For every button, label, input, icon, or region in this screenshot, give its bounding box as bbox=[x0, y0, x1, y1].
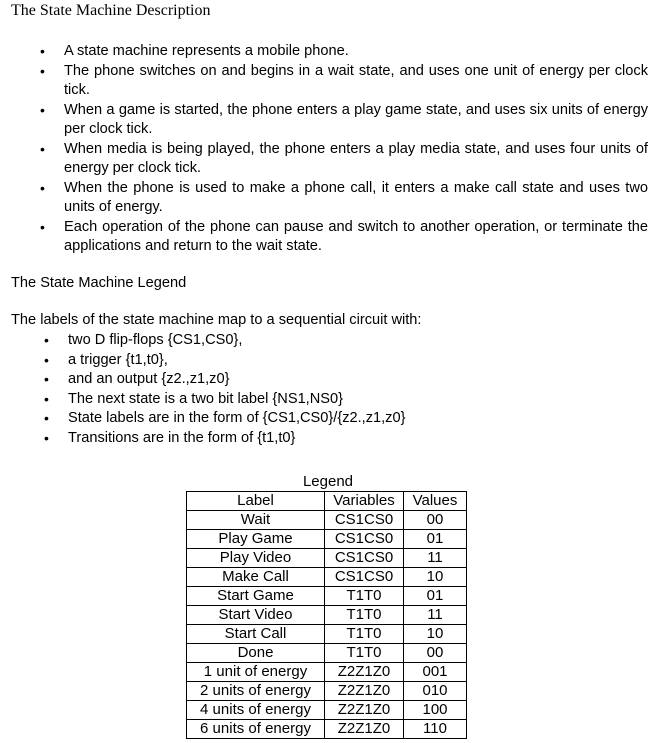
table-cell: Play Game bbox=[187, 530, 325, 549]
table-row bbox=[187, 682, 467, 701]
list-item: • and an output {z2.,z1,z0} bbox=[68, 370, 628, 390]
table-cell: Z2Z1Z0 bbox=[325, 701, 404, 720]
table-cell: Z2Z1Z0 bbox=[325, 663, 404, 682]
table-row bbox=[187, 644, 467, 663]
table-cell: 11 bbox=[404, 549, 467, 568]
list-item: • State labels are in the form of {CS1,CS0}/{z2.,z1,z0} bbox=[68, 409, 628, 429]
table-cell: Z2Z1Z0 bbox=[325, 720, 404, 739]
table-row bbox=[187, 587, 467, 606]
list-item: • The next state is a two bit label {NS1,NS0} bbox=[68, 390, 628, 410]
legend-table-caption: Legend bbox=[302, 473, 354, 490]
table-row bbox=[187, 701, 467, 720]
column-header-variables: Variables bbox=[325, 492, 404, 511]
column-header-label: Label bbox=[187, 492, 325, 511]
table-cell: 110 bbox=[404, 720, 467, 739]
table-cell: 10 bbox=[404, 568, 467, 587]
table-cell: 010 bbox=[404, 682, 467, 701]
table-cell: CS1CS0 bbox=[325, 511, 404, 530]
table-row bbox=[187, 530, 467, 549]
legend-list bbox=[68, 331, 628, 448]
table-cell: T1T0 bbox=[325, 606, 404, 625]
table-cell: 01 bbox=[404, 587, 467, 606]
table-row bbox=[187, 511, 467, 530]
table-cell: 6 units of energy bbox=[187, 720, 325, 739]
table-cell: 01 bbox=[404, 530, 467, 549]
table-row bbox=[187, 568, 467, 587]
table-row bbox=[187, 663, 467, 682]
description-list bbox=[64, 42, 648, 257]
list-item: • a trigger {t1,t0}, bbox=[68, 351, 628, 371]
list-item: • When media is being played, the phone enters a play media state, and uses four units of energy per clock tick. bbox=[64, 140, 648, 179]
list-item: • When the phone is used to make a phone call, it enters a make call state and uses two units of energy. bbox=[64, 179, 648, 218]
table-cell: Done bbox=[187, 644, 325, 663]
list-item: • When a game is started, the phone enters a play game state, and uses six units of energy per clock tick. bbox=[64, 101, 648, 140]
table-cell: 4 units of energy bbox=[187, 701, 325, 720]
table-cell: Wait bbox=[187, 511, 325, 530]
description-heading: The State Machine Description bbox=[11, 2, 211, 19]
table-cell: 2 units of energy bbox=[187, 682, 325, 701]
table-cell: CS1CS0 bbox=[325, 549, 404, 568]
legend-intro: The labels of the state machine map to a sequential circuit with: bbox=[11, 312, 422, 328]
legend-table bbox=[186, 491, 467, 739]
table-cell: Start Game bbox=[187, 587, 325, 606]
table-row bbox=[187, 720, 467, 739]
table-cell: CS1CS0 bbox=[325, 568, 404, 587]
table-cell: CS1CS0 bbox=[325, 530, 404, 549]
table-cell: Start Call bbox=[187, 625, 325, 644]
table-cell: 001 bbox=[404, 663, 467, 682]
table-cell: Start Video bbox=[187, 606, 325, 625]
table-header-row bbox=[187, 492, 467, 511]
table-cell: Make Call bbox=[187, 568, 325, 587]
list-item: • Transitions are in the form of {t1,t0} bbox=[68, 429, 628, 449]
table-row bbox=[187, 549, 467, 568]
table-cell: 00 bbox=[404, 644, 467, 663]
table-cell: 10 bbox=[404, 625, 467, 644]
table-cell: T1T0 bbox=[325, 644, 404, 663]
table-cell: Z2Z1Z0 bbox=[325, 682, 404, 701]
table-cell: T1T0 bbox=[325, 587, 404, 606]
list-item: • two D flip-flops {CS1,CS0}, bbox=[68, 331, 628, 351]
table-row bbox=[187, 625, 467, 644]
table-cell: T1T0 bbox=[325, 625, 404, 644]
list-item: • A state machine represents a mobile phone. bbox=[64, 42, 648, 62]
table-cell: 00 bbox=[404, 511, 467, 530]
column-header-values: Values bbox=[404, 492, 467, 511]
legend-heading: The State Machine Legend bbox=[11, 275, 187, 291]
table-cell: 1 unit of energy bbox=[187, 663, 325, 682]
list-item: • The phone switches on and begins in a wait state, and uses one unit of energy per clock tick. bbox=[64, 62, 648, 101]
table-cell: 100 bbox=[404, 701, 467, 720]
table-cell: 11 bbox=[404, 606, 467, 625]
table-cell: Play Video bbox=[187, 549, 325, 568]
table-row bbox=[187, 606, 467, 625]
list-item: • Each operation of the phone can pause and switch to another operation, or terminate the applications and return to the wait state. bbox=[64, 218, 648, 257]
